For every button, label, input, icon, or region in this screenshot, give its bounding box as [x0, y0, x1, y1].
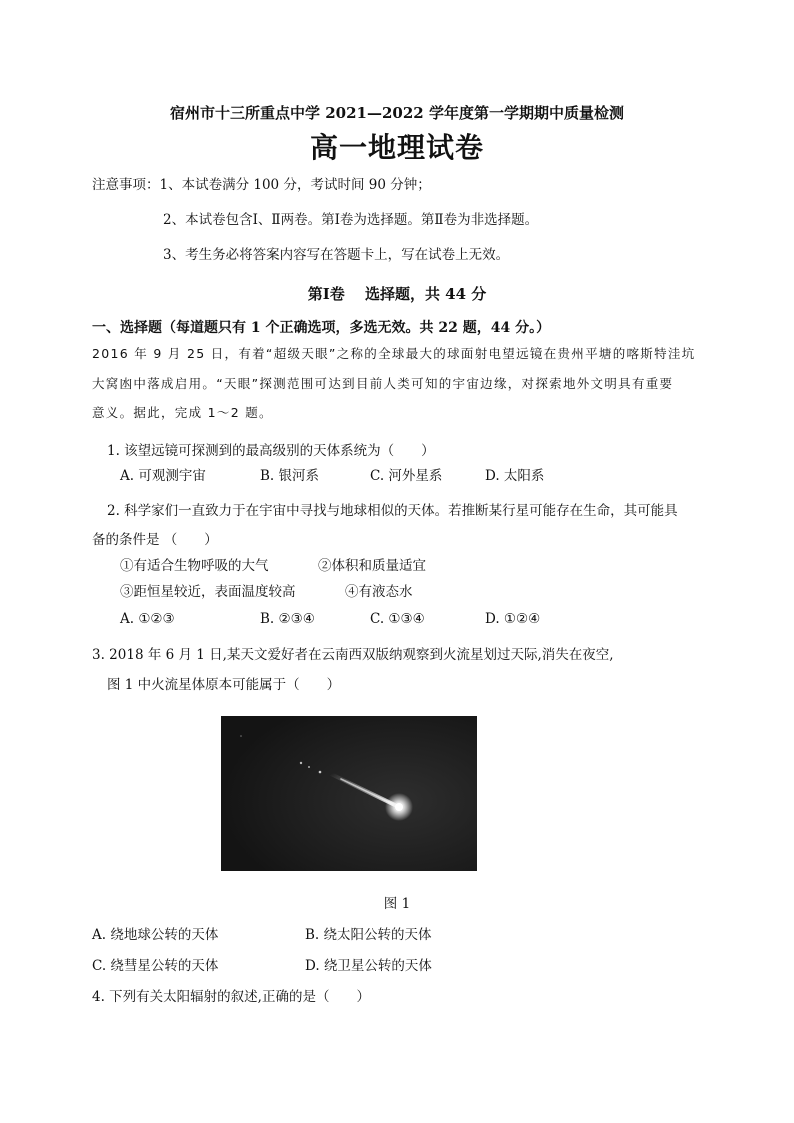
passage-line-1: 2016 年 9 月 25 日，有着“超级天眼”之称的全球最大的球面射电望远镜在贵州平塘的喀斯特洼坑 [92, 346, 696, 361]
question-2-stem-line-2: 备的条件是 （ ） [92, 532, 218, 548]
question-2-option-d: D. ①②④ [485, 611, 541, 627]
question-2-condition-4: ④有液态水 [345, 584, 413, 600]
question-2-stem-line-1: 2. 科学家们一直致力于在宇宙中寻找与地球相似的天体。若推断某行星可能存在生命，其可能具 [107, 503, 678, 519]
meteor-head [395, 803, 403, 811]
passage-line-3: 意义。据此，完成 1～2 题。 [92, 405, 273, 420]
meteor-fragment [300, 762, 302, 764]
question-3-option-d: D. 绕卫星公转的天体 [305, 958, 432, 974]
passage-line-2: 大窝凼中落成启用。“天眼”探测范围可达到目前人类可知的宇宙边缘，对探索地外文明具有重要 [92, 376, 674, 391]
question-2-condition-1: ①有适合生物呼吸的大气 [120, 558, 269, 574]
question-3-option-b: B. 绕太阳公转的天体 [305, 927, 432, 943]
meteor-fragment [308, 766, 310, 768]
question-3-option-a: A. 绕地球公转的天体 [92, 927, 219, 943]
question-3-stem-line-2: 图 1 中火流星体原本可能属于（ ） [107, 677, 341, 693]
section-title: 第Ⅰ卷 选择题，共 44 分 [307, 285, 487, 303]
school-exam-line: 宿州市十三所重点中学 2021—2022 学年度第一学期期中质量检测 [170, 104, 624, 122]
question-1-option-c: C. 河外星系 [370, 468, 443, 484]
part-heading: 一、选择题（每道题只有 1 个正确选项，多选无效。共 22 题，44 分。） [92, 320, 551, 336]
question-2-condition-3: ③距恒星较近，表面温度较高 [120, 584, 296, 600]
question-2-condition-2: ②体积和质量适宜 [318, 558, 426, 574]
meteor-fragment [319, 771, 322, 774]
notes-line-3: 3、考生务必将答案内容写在答题卡上，写在试卷上无效。 [163, 247, 510, 263]
figure-caption: 图 1 [383, 896, 411, 912]
question-3-stem-line-1: 3. 2018 年 6 月 1 日,某天文爱好者在云南西双版纳观察到火流星划过天际,消失在夜空, [92, 647, 614, 663]
question-2-option-c: C. ①③④ [370, 611, 425, 627]
fireball-meteor-photo [221, 716, 477, 871]
question-2-option-a: A. ①②③ [120, 611, 175, 627]
notes-line-2: 2、本试卷包含Ⅰ、Ⅱ两卷。第Ⅰ卷为选择题。第Ⅱ卷为非选择题。 [163, 212, 539, 228]
question-1-option-b: B. 银河系 [260, 468, 320, 484]
fireball-meteor-image [221, 716, 477, 871]
question-3-option-c: C. 绕彗星公转的天体 [92, 958, 219, 974]
question-1-option-d: D. 太阳系 [485, 468, 545, 484]
page-title: 高一地理试卷 [309, 131, 484, 164]
night-sky [221, 716, 477, 871]
question-2-option-b: B. ②③④ [260, 611, 315, 627]
question-4-stem: 4. 下列有关太阳辐射的叙述,正确的是（ ） [92, 989, 370, 1005]
question-1-option-a: A. 可观测宇宙 [120, 468, 206, 484]
notes-line-1: 注意事项：1、本试卷满分 100 分，考试时间 90 分钟； [92, 177, 431, 193]
faint-star [240, 735, 242, 737]
question-1-stem: 1. 该望远镜可探测到的最高级别的天体系统为（ ） [107, 443, 435, 459]
